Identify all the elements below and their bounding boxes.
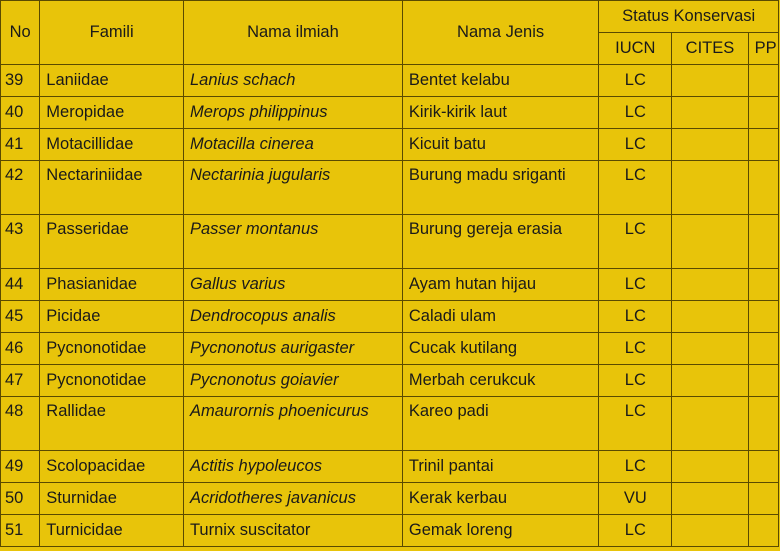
cell-pp [748,215,778,269]
cell-cites [672,301,748,333]
cell-nama-ilmiah: Amaurornis phoenicurus [183,397,402,451]
cell-iucn: LC [599,215,672,269]
cell-nama-ilmiah: Acridotheres javanicus [183,483,402,515]
cell-iucn: LC [599,365,672,397]
cell-famili: Meropidae [40,97,184,129]
cell-famili: Phasianidae [40,269,184,301]
cell-nama-jenis: Gemak loreng [402,515,598,547]
cell-pp [748,269,778,301]
cell-nama-ilmiah: Lanius schach [183,65,402,97]
cell-nama-jenis: Kerak kerbau [402,483,598,515]
cell-nama-ilmiah: Passer montanus [183,215,402,269]
cell-nama-jenis: Trinil pantai [402,451,598,483]
cell-iucn: VU [599,483,672,515]
cell-cites [672,483,748,515]
cell-no: 47 [1,365,40,397]
cell-nama-ilmiah: Gallus varius [183,269,402,301]
cell-pp [748,483,778,515]
cell-nama-ilmiah: Pycnonotus aurigaster [183,333,402,365]
header-famili: Famili [40,1,184,65]
cell-no: 41 [1,129,40,161]
cell-pp [748,397,778,451]
cell-cites [672,97,748,129]
cell-nama-jenis: Cucak kutilang [402,333,598,365]
cell-nama-jenis: Ayam hutan hijau [402,269,598,301]
cell-no: 45 [1,301,40,333]
cell-iucn: LC [599,333,672,365]
cell-iucn: LC [599,161,672,215]
cell-iucn: LC [599,65,672,97]
cell-famili: Rallidae [40,397,184,451]
table-row [1,515,779,547]
cell-cites [672,365,748,397]
cell-no: 50 [1,483,40,515]
table-row [1,97,779,129]
cell-pp [748,161,778,215]
table-row [1,483,779,515]
cell-nama-jenis: Merbah cerukcuk [402,365,598,397]
cell-pp [748,301,778,333]
cell-no: 49 [1,451,40,483]
cell-cites [672,397,748,451]
table-row [1,301,779,333]
cell-no: 48 [1,397,40,451]
cell-nama-jenis: Bentet kelabu [402,65,598,97]
cell-no: 51 [1,515,40,547]
cell-cites [672,515,748,547]
table-row [1,451,779,483]
cell-no: 39 [1,65,40,97]
cell-pp [748,65,778,97]
cell-iucn: LC [599,129,672,161]
table-row [1,269,779,301]
table-row [1,333,779,365]
cell-cites [672,215,748,269]
cell-no: 42 [1,161,40,215]
cell-nama-jenis: Burung madu sriganti [402,161,598,215]
cell-pp [748,333,778,365]
cell-nama-ilmiah: Motacilla cinerea [183,129,402,161]
cell-nama-jenis: Burung gereja erasia [402,215,598,269]
cell-pp [748,515,778,547]
table-row [1,129,779,161]
cell-nama-jenis: Caladi ulam [402,301,598,333]
table-row [1,365,779,397]
header-no: No [1,1,40,65]
cell-famili: Picidae [40,301,184,333]
cell-famili: Laniidae [40,65,184,97]
cell-famili: Nectariniidae [40,161,184,215]
cell-cites [672,451,748,483]
cell-iucn: LC [599,97,672,129]
cell-cites [672,129,748,161]
cell-cites [672,269,748,301]
cell-cites [672,333,748,365]
cell-pp [748,97,778,129]
cell-famili: Motacillidae [40,129,184,161]
cell-cites [672,65,748,97]
cell-iucn: LC [599,269,672,301]
cell-famili: Sturnidae [40,483,184,515]
cell-pp [748,365,778,397]
cell-famili: Pycnonotidae [40,365,184,397]
header-nama-jenis: Nama Jenis [402,1,598,65]
cell-pp [748,451,778,483]
cell-no: 40 [1,97,40,129]
cell-iucn: LC [599,451,672,483]
cell-nama-jenis: Kicuit batu [402,129,598,161]
header-iucn: IUCN [599,33,672,65]
cell-iucn: LC [599,515,672,547]
table-row [1,65,779,97]
cell-nama-ilmiah: Nectarinia jugularis [183,161,402,215]
header-pp: PP [748,33,778,65]
cell-famili: Passeridae [40,215,184,269]
cell-iucn: LC [599,397,672,451]
header-cites: CITES [672,33,748,65]
cell-famili: Pycnonotidae [40,333,184,365]
cell-pp [748,129,778,161]
cell-cites [672,161,748,215]
header-nama-ilmiah: Nama ilmiah [183,1,402,65]
cell-famili: Turnicidae [40,515,184,547]
cell-nama-ilmiah: Dendrocopus analis [183,301,402,333]
table-row [1,215,779,269]
table-row [1,397,779,451]
table-row [1,161,779,215]
header-status-konservasi: Status Konservasi [599,1,779,33]
cell-iucn: LC [599,301,672,333]
cell-nama-ilmiah: Merops philippinus [183,97,402,129]
cell-nama-ilmiah: Pycnonotus goiavier [183,365,402,397]
cell-no: 46 [1,333,40,365]
cell-famili: Scolopacidae [40,451,184,483]
cell-nama-jenis: Kareo padi [402,397,598,451]
cell-no: 43 [1,215,40,269]
cell-no: 44 [1,269,40,301]
cell-nama-ilmiah: Actitis hypoleucos [183,451,402,483]
cell-nama-jenis: Kirik-kirik laut [402,97,598,129]
cell-nama-ilmiah: Turnix suscitator [183,515,402,547]
